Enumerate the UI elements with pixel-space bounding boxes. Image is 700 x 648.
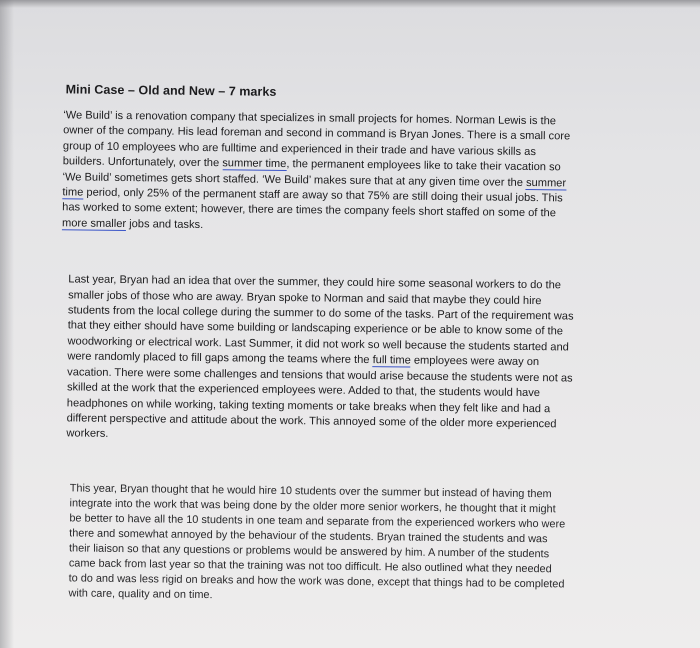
underlined-term: more smaller — [61, 217, 127, 230]
photo-top-edge — [0, 0, 700, 8]
underlined-term: summer time — [222, 157, 287, 171]
underlined-term: full time — [372, 354, 411, 367]
paragraph-2: Last year, Bryan had an idea that over the summer, they could hire some seasonal workers to do the smaller jobs of those who are away. Bryan spoke to Norman and said that maybe they could hire students from the local college during the summer to do some of the tasks. Part of the requirement was that they either should have some building or landscaping experience or be able to know some of the woodworking or electrical work. Last Summer, it did not work so well because the students started and were randomly placed to fill gaps among the teams where the full time employees were away on vacation. There were some challenges and tensions that would arise because the students were not as skilled at the work that the experienced employees were. Added to that, the students would have headphones on while working, taking texting moments or take breaks when they felt like and had a different perspective and attitude about the work. This annoyed some of the older more experienced workers. — [66, 273, 574, 441]
paragraph-1: ‘We Build’ is a renovation company that specializes in small projects for homes. Norman Lewis is the owner of the company. His lead foreman and second in command is Bryan Jones. There is a small core group of 10 employees who are fulltime and experienced in their trade and have various skills as builders. Unfortunately, over the summer time, the permanent employees like to take their vacation so ‘We Build’ sometimes gets short staffed. ‘We Build’ makes sure that at any given time over the summer time period, only 25% of the permanent staff are away so that 75% are still doing their usual jobs. This has worked to some extent; however, there are times the company feels short staffed on some of the more smaller jobs and tasks. — [61, 109, 571, 231]
case-title: Mini Case – Old and New – 7 marks — [65, 82, 277, 99]
photo-left-edge — [0, 0, 14, 648]
underlined-term: summer — [525, 176, 567, 190]
underlined-term: time — [62, 186, 84, 199]
paragraph-3: This year, Bryan thought that he would hire 10 students over the summer but instead of having them integrate into the work that was being done by the older more senior workers, he thought that it might be better to have all the 10 students in one team and separate from the experienced workers who were there and somewhat annoyed by the behaviour of the students. Bryan trained the students and was their liaison so that any questions or problems would be answered by him. A number of the students came back from last year so that the training was not too difficult. He also outlined what they needed to do and was less rigid on breaks and how the work was done, except that things had to be completed with care, quality and on time. — [68, 482, 566, 601]
document-page — [33, 60, 680, 648]
